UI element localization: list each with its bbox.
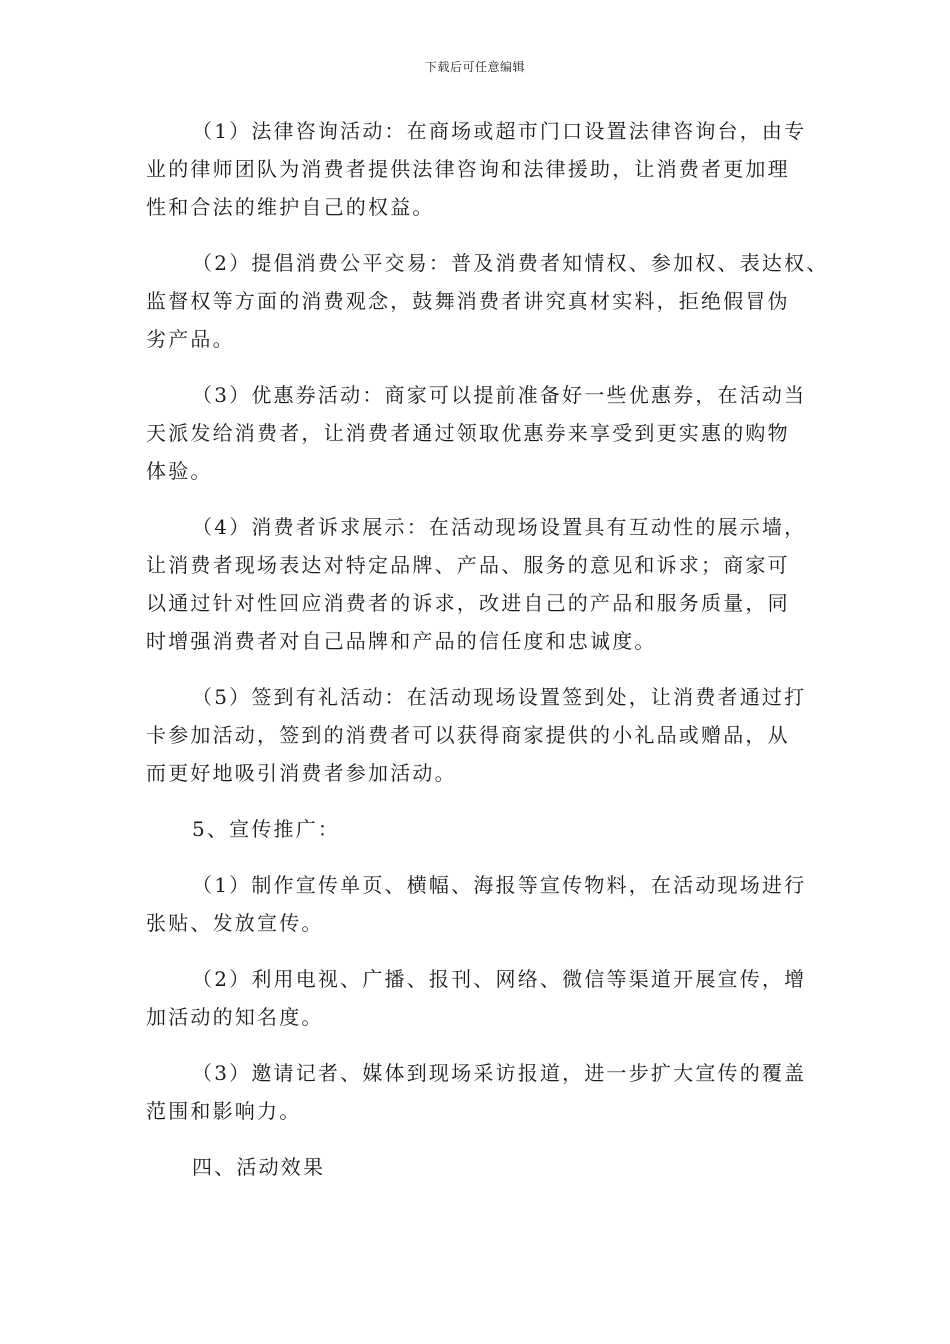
paragraph-fair-trade [146, 244, 829, 358]
paragraph-line: 业的律师团队为消费者提供法律咨询和法律援助，让消费者更加理 [146, 157, 790, 181]
paragraph-line: 监督权等方面的消费观念，鼓舞消费者讲究真材实料，拒绝假冒伪 [146, 289, 790, 313]
paragraph-check-in-gifts [146, 678, 816, 792]
paragraph-line: （2）提倡消费公平交易：普及消费者知情权、参加权、表达权、 [192, 251, 829, 275]
paragraph-line: 劣产品。 [146, 327, 235, 351]
paragraph-line: 天派发给消费者，让消费者通过领取优惠券来享受到更实惠的购物 [146, 421, 790, 445]
paragraph-line: （5）签到有礼活动：在活动现场设置签到处，让消费者通过打 [192, 685, 807, 709]
paragraph-line: 范围和影响力。 [146, 1099, 302, 1123]
paragraph-press-coverage [146, 1054, 816, 1130]
paragraph-line: 以通过针对性回应消费者的诉求，改进自己的产品和服务质量，同 [146, 591, 790, 615]
section-heading-promotion [146, 810, 816, 848]
paragraph-consumer-appeals [146, 508, 816, 660]
paragraph-line: 时增强消费者对自己品牌和产品的信任度和忠诚度。 [146, 629, 657, 653]
section-heading: 5、宣传推广： [192, 817, 341, 841]
page-header: 下载后可任意编辑 [424, 60, 525, 74]
paragraph-line: （2）利用电视、广播、报刊、网络、微信等渠道开展宣传，增 [192, 967, 807, 991]
paragraph-line: （1）制作宣传单页、横幅、海报等宣传物料，在活动现场进行 [192, 873, 807, 897]
paragraph-line: 体验。 [146, 459, 213, 483]
paragraph-line: 让消费者现场表达对特定品牌、产品、服务的意见和诉求；商家可 [146, 553, 790, 577]
paragraph-coupons [146, 376, 816, 490]
paragraph-print-materials [146, 866, 816, 942]
section-heading: 四、活动效果 [192, 1155, 326, 1179]
paragraph-line: 张贴、发放宣传。 [146, 911, 324, 935]
paragraph-line: （1）法律咨询活动：在商场或超市门口设置法律咨询台，由专 [192, 119, 807, 143]
document-body [146, 112, 829, 1204]
paragraph-line: （3）优惠券活动：商家可以提前准备好一些优惠券，在活动当 [192, 383, 807, 407]
paragraph-media-channels [146, 960, 816, 1036]
paragraph-line: 而更好地吸引消费者参加活动。 [146, 761, 457, 785]
paragraph-line: 性和合法的维护自己的权益。 [146, 195, 435, 219]
section-heading-results [146, 1148, 816, 1186]
paragraph-line: （3）邀请记者、媒体到现场采访报道，进一步扩大宣传的覆盖 [192, 1061, 807, 1085]
paragraph-line: （4）消费者诉求展示：在活动现场设置具有互动性的展示墙， [192, 515, 807, 539]
paragraph-line: 卡参加活动，签到的消费者可以获得商家提供的小礼品或赠品，从 [146, 723, 790, 747]
paragraph-line: 加活动的知名度。 [146, 1005, 324, 1029]
paragraph-legal-consulting [146, 112, 816, 226]
